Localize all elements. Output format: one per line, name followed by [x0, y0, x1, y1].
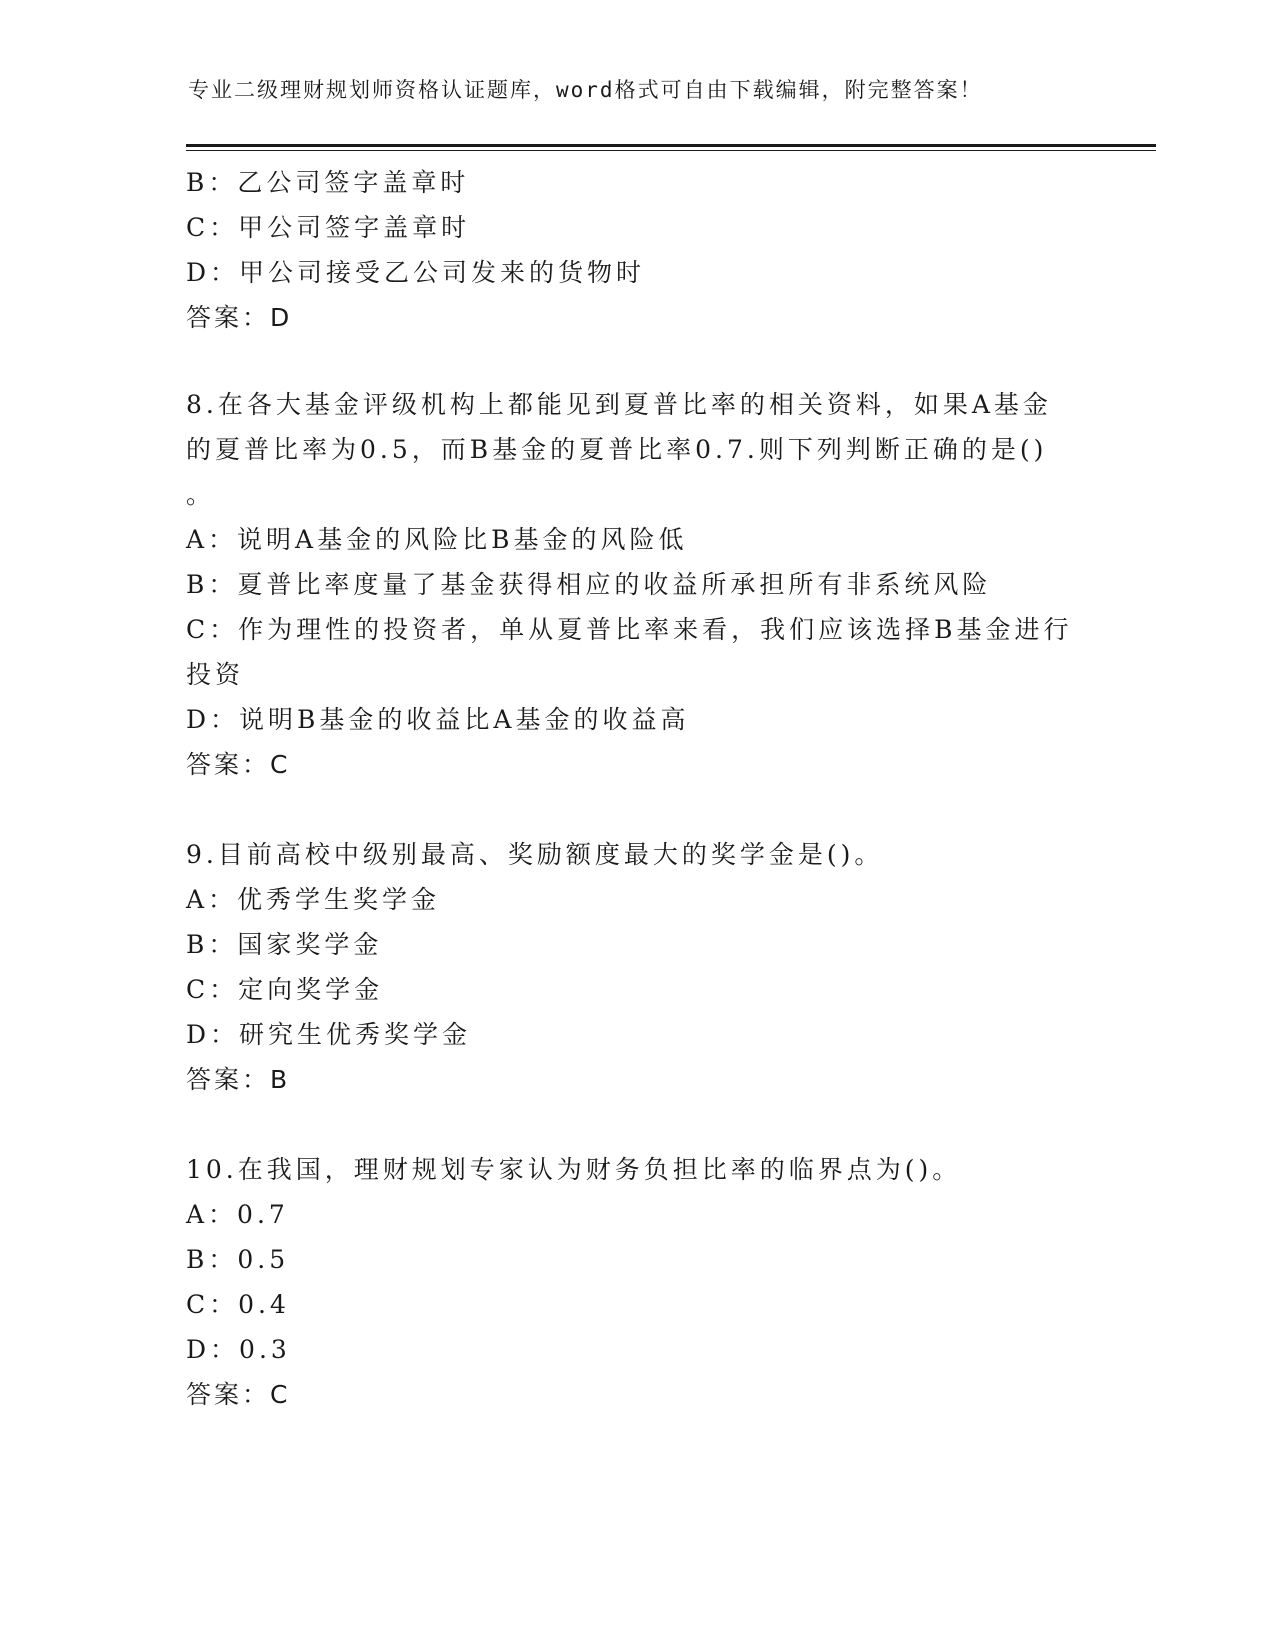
option-c: C：定向奖学金: [186, 975, 384, 1004]
option-a: A：0.7: [186, 1200, 289, 1229]
answer-line: 答案：B: [186, 1065, 291, 1094]
option-a: A：优秀学生奖学金: [186, 885, 441, 914]
question-8: [186, 382, 1086, 787]
option-b: B：夏普比率度量了基金获得相应的收益所承担所有非系统风险: [186, 570, 992, 599]
question-10: [186, 1147, 1086, 1417]
option-a: A：说明A基金的风险比B基金的风险低: [186, 525, 688, 554]
option-b: B：乙公司签字盖章时: [186, 168, 470, 197]
answer-line: 答案：D: [186, 303, 293, 332]
option-c: C：0.4: [186, 1290, 290, 1319]
spacer: [186, 340, 1086, 382]
question-stem: 8.在各大基金评级机构上都能见到夏普比率的相关资料，如果A基金: [186, 390, 1052, 419]
question-stem: 10.在我国，理财规划专家认为财务负担比率的临界点为()。: [186, 1155, 962, 1184]
option-c: C：作为理性的投资者，单从夏普比率来看，我们应该选择B基金进行: [186, 615, 1073, 644]
question-7: [186, 160, 1086, 340]
option-b: B：国家奖学金: [186, 930, 383, 959]
question-9: [186, 832, 1086, 1102]
question-stem: 。: [186, 480, 216, 509]
option-c: C：甲公司签字盖章时: [186, 213, 471, 242]
spacer: [186, 1102, 1086, 1147]
question-stem: 的夏普比率为0.5，而B基金的夏普比率0.7.则下列判断正确的是(): [186, 435, 1048, 464]
option-c-continued: 投资: [186, 660, 245, 689]
header-rule-thick: [186, 144, 1156, 147]
option-d: D：甲公司接受乙公司发来的货物时: [186, 258, 646, 287]
answer-line: 答案：C: [186, 1380, 291, 1409]
question-stem: 9.目前高校中级别最高、奖励额度最大的奖学金是()。: [186, 840, 884, 869]
header-rule-thin: [186, 150, 1156, 151]
page-header: 专业二级理财规划师资格认证题库，word格式可自由下载编辑，附完整答案！: [188, 78, 983, 102]
option-d: D：说明B基金的收益比A基金的收益高: [186, 705, 690, 734]
option-d: D：0.3: [186, 1335, 291, 1364]
option-d: D：研究生优秀奖学金: [186, 1020, 472, 1049]
option-b: B：0.5: [186, 1245, 290, 1274]
answer-line: 答案：C: [186, 750, 291, 779]
spacer: [186, 787, 1086, 832]
question-list: [186, 160, 1086, 1417]
